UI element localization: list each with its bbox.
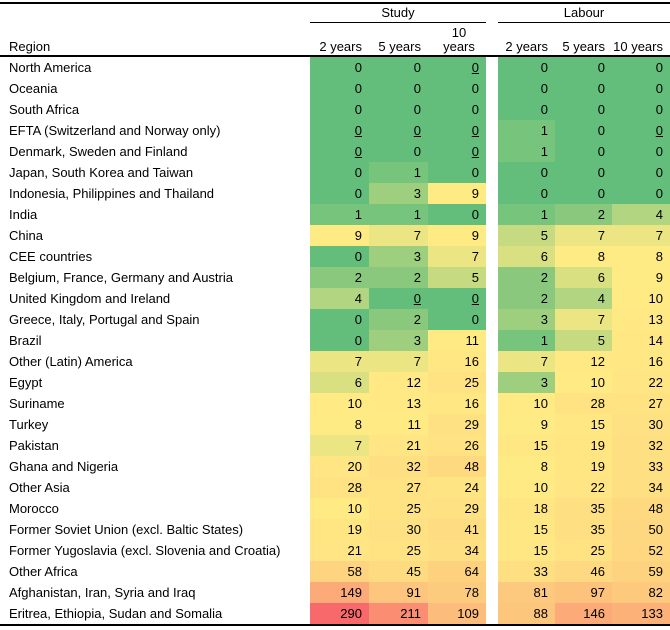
region-label: Suriname: [9, 396, 65, 411]
heatmap-cell: 0: [428, 162, 486, 183]
heatmap-cell: 58: [310, 561, 369, 582]
heatmap-cell: 19: [555, 435, 612, 456]
region-column-header: Region: [9, 39, 51, 54]
heatmap-cell: 0: [555, 162, 612, 183]
heatmap-cell: 10: [498, 393, 555, 414]
table-row: [0, 309, 670, 330]
heatmap-cell: 0: [428, 99, 486, 120]
heatmap-cell: 149: [310, 582, 369, 603]
col-header-study-10y: [428, 24, 486, 55]
heatmap-cell: 10: [612, 288, 670, 309]
heatmap-cell: 7: [369, 225, 428, 246]
heatmap-cell: 211: [369, 603, 428, 624]
heatmap-cell: 0: [612, 57, 670, 78]
heatmap-cell: 4: [310, 288, 369, 309]
group-gap: [486, 120, 498, 141]
heatmap-cell: 16: [428, 393, 486, 414]
heatmap-cell: 41: [428, 519, 486, 540]
heatmap-cell: 32: [612, 435, 670, 456]
group-gap: [486, 225, 498, 246]
heatmap-cell: 2: [310, 267, 369, 288]
heatmap-cell: 0: [310, 120, 369, 141]
group-gap: [486, 162, 498, 183]
heatmap-cell: 1: [498, 120, 555, 141]
heatmap-cell: 34: [428, 540, 486, 561]
heatmap-cell: 28: [555, 393, 612, 414]
group-gap: [486, 456, 498, 477]
heatmap-cell: 20: [310, 456, 369, 477]
group-gap: [486, 519, 498, 540]
heatmap-cell: 6: [555, 267, 612, 288]
group-gap: [486, 351, 498, 372]
heatmap-cell: 8: [555, 246, 612, 267]
group-gap: [486, 414, 498, 435]
heatmap-cell: 2: [498, 288, 555, 309]
region-label: Ghana and Nigeria: [9, 459, 119, 474]
heatmap-cell: 48: [428, 456, 486, 477]
heatmap-cell: 1: [369, 204, 428, 225]
heatmap-cell: 0: [428, 141, 486, 162]
heatmap-cell: 5: [428, 267, 486, 288]
heatmap-cell: 0: [555, 141, 612, 162]
group-gap: [486, 309, 498, 330]
group-gap: [486, 477, 498, 498]
bottom-rule: [0, 624, 670, 626]
group-gap: [486, 24, 498, 55]
heatmap-cell: 26: [428, 435, 486, 456]
heatmap-cell: 30: [612, 414, 670, 435]
heatmap-cell: 3: [498, 372, 555, 393]
heatmap-cell: 91: [369, 582, 428, 603]
region-label: India: [9, 207, 38, 222]
table-body: [0, 57, 670, 624]
group-header-labour: Labour: [498, 4, 670, 23]
heatmap-cell: 0: [612, 78, 670, 99]
heatmap-cell: 30: [369, 519, 428, 540]
heatmap-cell: 1: [498, 204, 555, 225]
heatmap-cell: 0: [428, 204, 486, 225]
heatmap-cell: 25: [369, 498, 428, 519]
heatmap-cell: 1: [310, 204, 369, 225]
region-label: EFTA (Switzerland and Norway only): [9, 123, 221, 138]
heatmap-cell: 0: [310, 309, 369, 330]
table-row: [0, 204, 670, 225]
heatmap-cell: 12: [555, 351, 612, 372]
table-row: [0, 141, 670, 162]
group-gap: [486, 141, 498, 162]
heatmap-cell: 78: [428, 582, 486, 603]
heatmap-cell: 0: [498, 162, 555, 183]
group-header-row: [0, 4, 670, 24]
region-label: North America: [9, 60, 92, 75]
heatmap-cell: 0: [369, 120, 428, 141]
group-gap: [486, 372, 498, 393]
table-row: [0, 498, 670, 519]
heatmap-cell: 14: [612, 330, 670, 351]
heatmap-cell: 88: [498, 603, 555, 624]
heatmap-cell: 22: [612, 372, 670, 393]
table-row: [0, 393, 670, 414]
table-row: [0, 267, 670, 288]
heatmap-cell: 7: [555, 225, 612, 246]
heatmap-cell: 0: [369, 141, 428, 162]
heatmap-cell: 52: [612, 540, 670, 561]
heatmap-cell: 5: [555, 330, 612, 351]
heatmap-cell: 19: [310, 519, 369, 540]
table-row: [0, 246, 670, 267]
heatmap-cell: 0: [612, 183, 670, 204]
heatmap-cell: 0: [555, 57, 612, 78]
col-header-labour-2y: 2 years: [505, 39, 548, 54]
heatmap-cell: 97: [555, 582, 612, 603]
heatmap-cell: 2: [369, 309, 428, 330]
heatmap-cell: 0: [310, 246, 369, 267]
table-row: [0, 288, 670, 309]
heatmap-cell: 18: [498, 498, 555, 519]
heatmap-cell: 15: [555, 414, 612, 435]
heatmap-cell: 0: [555, 78, 612, 99]
region-label: Eritrea, Ethiopia, Sudan and Somalia: [9, 606, 223, 621]
heatmap-cell: 0: [310, 183, 369, 204]
heatmap-cell: 4: [612, 204, 670, 225]
region-label: Other Asia: [9, 480, 70, 495]
region-label: Morocco: [9, 501, 59, 516]
heatmap-cell: 22: [555, 477, 612, 498]
heatmap-cell: 0: [310, 99, 369, 120]
heatmap-cell: 109: [428, 603, 486, 624]
heatmap-cell: 7: [555, 309, 612, 330]
table-row: [0, 477, 670, 498]
region-label: Denmark, Sweden and Finland: [9, 144, 188, 159]
heatmap-cell: 0: [428, 57, 486, 78]
heatmap-cell: 35: [555, 519, 612, 540]
table-row: [0, 582, 670, 603]
heatmap-cell: 2: [369, 267, 428, 288]
heatmap-cell: 0: [428, 78, 486, 99]
top-rule: [0, 2, 670, 4]
heatmap-cell: 3: [369, 330, 428, 351]
table-row: [0, 456, 670, 477]
region-label: Pakistan: [9, 438, 59, 453]
heatmap-cell: 12: [369, 372, 428, 393]
column-header-row: [0, 24, 670, 55]
heatmap-cell: 9: [428, 225, 486, 246]
region-label: Greece, Italy, Portugal and Spain: [9, 312, 200, 327]
region-label: CEE countries: [9, 249, 93, 264]
heatmap-cell: 0: [369, 99, 428, 120]
heatmap-cell: 3: [498, 309, 555, 330]
heatmap-cell: 6: [498, 246, 555, 267]
heatmap-cell: 3: [369, 183, 428, 204]
group-gap: [486, 183, 498, 204]
heatmap-cell: 0: [555, 120, 612, 141]
heatmap-cell: 0: [369, 288, 428, 309]
heatmap-cell: 81: [498, 582, 555, 603]
heatmap-cell: 0: [310, 330, 369, 351]
group-gap: [486, 267, 498, 288]
heatmap-cell: 133: [612, 603, 670, 624]
heatmap-cell: 0: [369, 78, 428, 99]
group-gap: [486, 540, 498, 561]
table-row: [0, 519, 670, 540]
group-gap: [486, 393, 498, 414]
region-label: Brazil: [9, 333, 42, 348]
heatmap-cell: 0: [310, 162, 369, 183]
heatmap-cell: 0: [612, 120, 670, 141]
col-header-labour-10y: 10 years: [613, 39, 663, 54]
table-row: [0, 561, 670, 582]
group-gap: [486, 78, 498, 99]
region-label: Indonesia, Philippines and Thailand: [9, 186, 215, 201]
heatmap-cell: 21: [369, 435, 428, 456]
table-row: [0, 57, 670, 78]
table-row: [0, 435, 670, 456]
heatmap-cell: 1: [498, 141, 555, 162]
group-gap: [486, 435, 498, 456]
heatmap-cell: 10: [310, 498, 369, 519]
col-header-study-10y-text: 10 years: [443, 25, 475, 54]
heatmap-cell: 9: [310, 225, 369, 246]
heatmap-cell: 8: [612, 246, 670, 267]
table-row: [0, 603, 670, 624]
heatmap-cell: 15: [498, 519, 555, 540]
region-label: Former Yugoslavia (excl. Slovenia and Croatia): [9, 543, 281, 558]
heatmap-cell: 16: [612, 351, 670, 372]
region-label: Belgium, France, Germany and Austria: [9, 270, 233, 285]
col-header-labour-5y: 5 years: [562, 39, 605, 54]
heatmap-cell: 19: [555, 456, 612, 477]
group-header-study: Study: [310, 4, 486, 23]
heatmap-cell: 2: [498, 267, 555, 288]
col-header-study-2y: 2 years: [319, 39, 362, 54]
region-label: United Kingdom and Ireland: [9, 291, 171, 306]
group-gap: [486, 4, 498, 24]
region-label: Japan, South Korea and Taiwan: [9, 165, 194, 180]
region-label: Oceania: [9, 81, 58, 96]
heatmap-cell: 6: [310, 372, 369, 393]
heatmap-cell: 3: [369, 246, 428, 267]
region-label: Egypt: [9, 375, 43, 390]
heatmap-cell: 7: [310, 435, 369, 456]
heatmap-cell: 24: [428, 477, 486, 498]
heatmap-cell: 2: [555, 204, 612, 225]
heatmap-cell: 7: [369, 351, 428, 372]
heatmap-cell: 25: [555, 540, 612, 561]
region-label: South Africa: [9, 102, 80, 117]
heatmap-cell: 82: [612, 582, 670, 603]
region-label: Other Africa: [9, 564, 78, 579]
region-label: Turkey: [9, 417, 49, 432]
heatmap-cell: 59: [612, 561, 670, 582]
table-row: [0, 78, 670, 99]
heatmap-cell: 1: [498, 330, 555, 351]
table-row: [0, 183, 670, 204]
heatmap-cell: 0: [555, 183, 612, 204]
heatmap-cell: 13: [369, 393, 428, 414]
region-label: Afghanistan, Iran, Syria and Iraq: [9, 585, 196, 600]
heatmap-cell: 50: [612, 519, 670, 540]
heatmap-cell: 7: [428, 246, 486, 267]
heatmap-cell: 0: [612, 99, 670, 120]
heatmap-cell: 33: [612, 456, 670, 477]
heatmap-cell: 13: [612, 309, 670, 330]
heatmap-cell: 21: [310, 540, 369, 561]
heatmap-cell: 7: [498, 351, 555, 372]
region-label: Former Soviet Union (excl. Baltic States): [9, 522, 244, 537]
heatmap-cell: 27: [612, 393, 670, 414]
heatmap-cell: 25: [369, 540, 428, 561]
heatmap-cell: 146: [555, 603, 612, 624]
heatmap-cell: 35: [555, 498, 612, 519]
group-gap: [486, 288, 498, 309]
heatmap-cell: 15: [498, 540, 555, 561]
heatmap-cell: 32: [369, 456, 428, 477]
heatmap-cell: 0: [310, 141, 369, 162]
heatmap-cell: 28: [310, 477, 369, 498]
heatmap-cell: 48: [612, 498, 670, 519]
heatmap-cell: 45: [369, 561, 428, 582]
group-gap: [486, 498, 498, 519]
heatmap-cell: 1: [369, 162, 428, 183]
table-row: [0, 99, 670, 120]
heatmap-cell: 0: [612, 141, 670, 162]
group-gap: [486, 582, 498, 603]
heatmap-cell: 9: [428, 183, 486, 204]
table-row: [0, 225, 670, 246]
heatmap-cell: 0: [369, 57, 428, 78]
table-row: [0, 120, 670, 141]
heatmap-cell: 46: [555, 561, 612, 582]
group-gap: [486, 204, 498, 225]
region-label: China: [9, 228, 43, 243]
heatmap-cell: 9: [612, 267, 670, 288]
heatmap-cell: 0: [555, 99, 612, 120]
table-row: [0, 414, 670, 435]
heatmap-cell: 10: [498, 477, 555, 498]
group-gap: [486, 246, 498, 267]
heatmap-cell: 15: [498, 435, 555, 456]
heatmap-cell: 0: [498, 78, 555, 99]
heatmap-cell: 0: [310, 78, 369, 99]
table-row: [0, 162, 670, 183]
heatmap-cell: 290: [310, 603, 369, 624]
heatmap-cell: 16: [428, 351, 486, 372]
group-gap: [486, 561, 498, 582]
heatmap-cell: 0: [428, 120, 486, 141]
region-label: Other (Latin) America: [9, 354, 133, 369]
table-row: [0, 351, 670, 372]
group-gap: [486, 99, 498, 120]
table-row: [0, 330, 670, 351]
group-gap: [486, 57, 498, 78]
heatmap-cell: 8: [310, 414, 369, 435]
heatmap-cell: 0: [428, 309, 486, 330]
heatmap-cell: 0: [428, 288, 486, 309]
heatmap-cell: 0: [498, 183, 555, 204]
heatmap-cell: 10: [555, 372, 612, 393]
heatmap-cell: 11: [428, 330, 486, 351]
heatmap-cell: 9: [498, 414, 555, 435]
heatmap-cell: 34: [612, 477, 670, 498]
heatmap-cell: 33: [498, 561, 555, 582]
heatmap-cell: 29: [428, 498, 486, 519]
heatmap-cell: 29: [428, 414, 486, 435]
heatmap-cell: 4: [555, 288, 612, 309]
heatmap-cell: 11: [369, 414, 428, 435]
heatmap-cell: 0: [612, 162, 670, 183]
heatmap-cell: 7: [310, 351, 369, 372]
heatmap-cell: 0: [498, 57, 555, 78]
group-gap: [486, 603, 498, 624]
table-row: [0, 372, 670, 393]
heatmap-cell: 0: [310, 57, 369, 78]
heatmap-cell: 25: [428, 372, 486, 393]
group-header-spacer: [0, 4, 310, 24]
heatmap-cell: 8: [498, 456, 555, 477]
heatmap-cell: 64: [428, 561, 486, 582]
heatmap-cell: 5: [498, 225, 555, 246]
heatmap-cell: 0: [498, 99, 555, 120]
table-row: [0, 540, 670, 561]
heatmap-cell: 7: [612, 225, 670, 246]
heatmap-cell: 10: [310, 393, 369, 414]
heatmap-cell: 27: [369, 477, 428, 498]
col-header-study-5y: 5 years: [378, 39, 421, 54]
group-gap: [486, 330, 498, 351]
